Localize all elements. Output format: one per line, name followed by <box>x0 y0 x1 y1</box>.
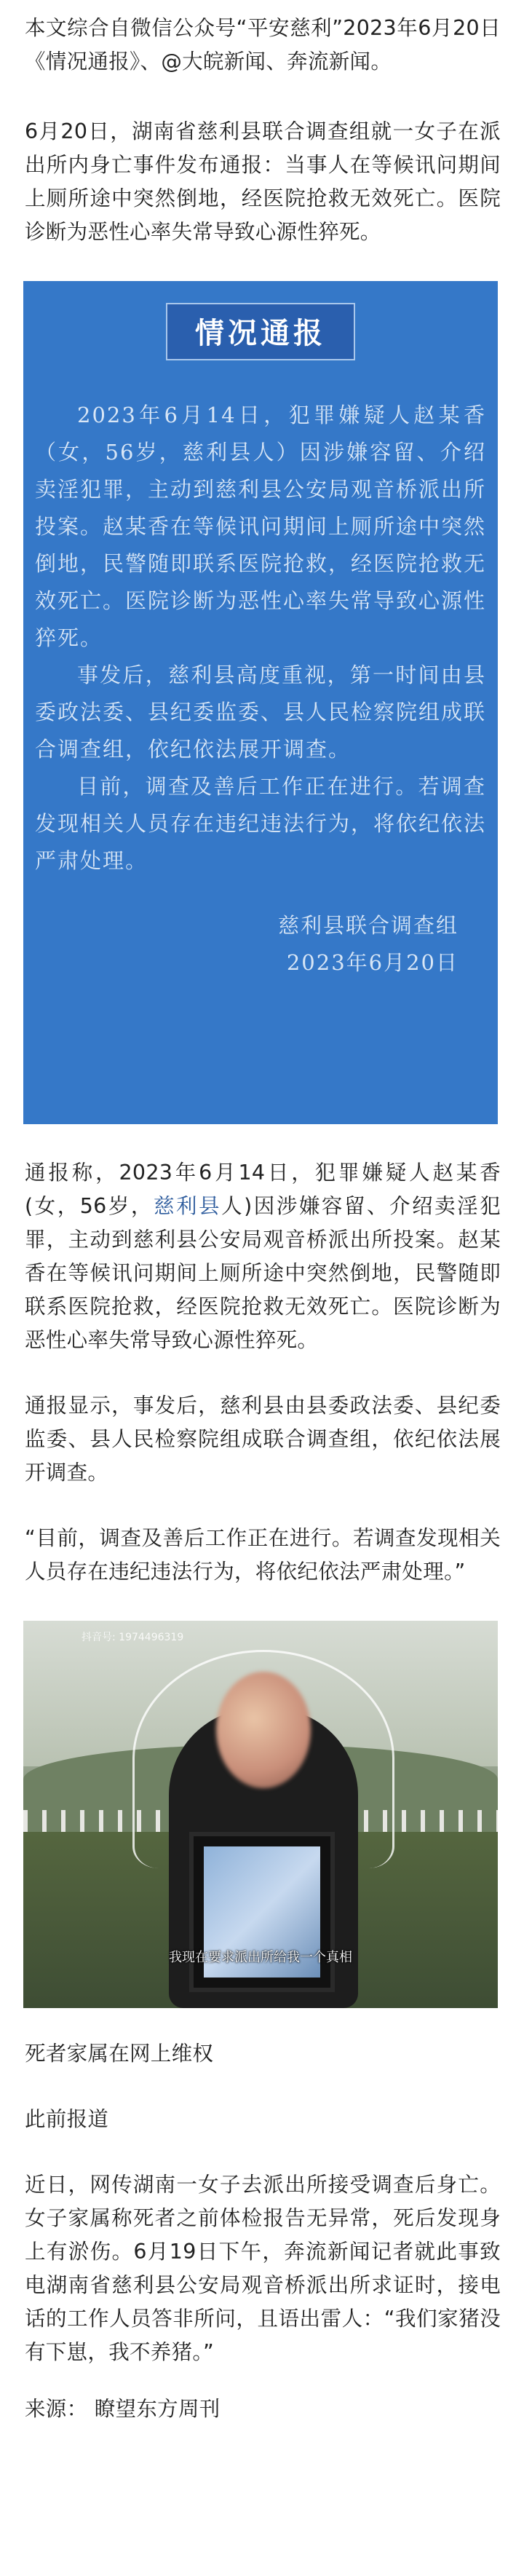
blurred-face <box>216 1672 311 1788</box>
previous-paragraph: 近日，网传湖南一女子去派出所接受调查后身亡。女子家属称死者之前体检报告无异常，死后发现身上有淤伤。6月19日下午，奔流新闻记者就此事致电湖南省慈利县公安局观音桥派出所求证时，接电话的工作人员答非所问，且语出雷人：“我们家猪没有下崽，我不养猪。” <box>25 2173 501 2364</box>
notice-signature <box>35 907 486 981</box>
image-caption: 死者家属在网上维权 <box>25 2042 214 2066</box>
notice-paragraph: 目前，调查及善后工作正在进行。若调查发现相关人员存在违纪违法行为，将依纪依法严肃处理。 <box>35 774 487 873</box>
report-text: 人)因涉嫌容留、介绍卖淫犯罪，主动到慈利县公安局观音桥派出所投案。赵某香在等候讯问期间上厕所途中突然倒地，民警随即联系医院抢救，经医院抢救无效死亡。医院诊断为恶性心率失常导致心源性猝死。 <box>25 1194 501 1352</box>
source-line: 来源： 瞭望东方周刊 <box>25 2397 221 2421</box>
notice-image <box>23 281 498 1124</box>
notice-paragraph: 2023年6月14日，犯罪嫌疑人赵某香（女，56岁，慈利县人）因涉嫌容留、介绍卖淫犯罪，主动到慈利县公安局观音桥派出所投案。赵某香在等候讯问期间上厕所途中突然倒地，民警随即联系医院抢救，经医院抢救无效死亡。医院诊断为恶性心率失常导致心源性猝死。 <box>35 403 487 650</box>
quote-paragraph: “目前，调查及善后工作正在进行。若调查发现相关人员存在违纪违法行为，将依纪依法严肃处理。” <box>25 1526 501 1584</box>
notice-title: 情况通报 <box>166 303 355 360</box>
report-paragraph <box>25 1156 501 1357</box>
notice-paragraph: 事发后，慈利县高度重视，第一时间由县委政法委、县纪委监委、县人民检察院组成联合调查组，依纪依法展开调查。 <box>35 663 487 762</box>
lead-paragraph: 6月20日，湖南省慈利县联合调查组就一女子在派出所内身亡事件发布通报：当事人在等候讯问期间上厕所途中突然倒地，经医院抢救无效死亡。医院诊断为恶性心率失常导致心源性猝死。 <box>25 119 501 244</box>
notice-sign-date: 2023年6月20日 <box>286 950 458 975</box>
place-link[interactable]: 慈利县 <box>153 1194 222 1218</box>
previous-heading: 此前报道 <box>25 2107 109 2131</box>
video-watermark: 抖音号: 1974496319 <box>82 1632 184 1643</box>
video-subtitle: 我现在要求派出所给我一个真相 <box>169 1950 352 1965</box>
report-text: 通报称，2023年6月14日，犯罪嫌疑人赵某香(女，56岁， <box>25 1161 501 1218</box>
video-screenshot[interactable] <box>23 1621 498 2008</box>
notice-sign-org: 慈利县联合调查组 <box>277 913 458 938</box>
notice-body <box>35 397 486 880</box>
investigation-paragraph: 通报显示，事发后，慈利县由县委政法委、县纪委监委、县人民检察院组成联合调查组，依纪依法展开调查。 <box>25 1394 501 1485</box>
intro-paragraph: 本文综合自微信公众号“平安慈利”2023年6月20日《情况通报》、@大皖新闻、奔流新闻。 <box>25 16 501 74</box>
